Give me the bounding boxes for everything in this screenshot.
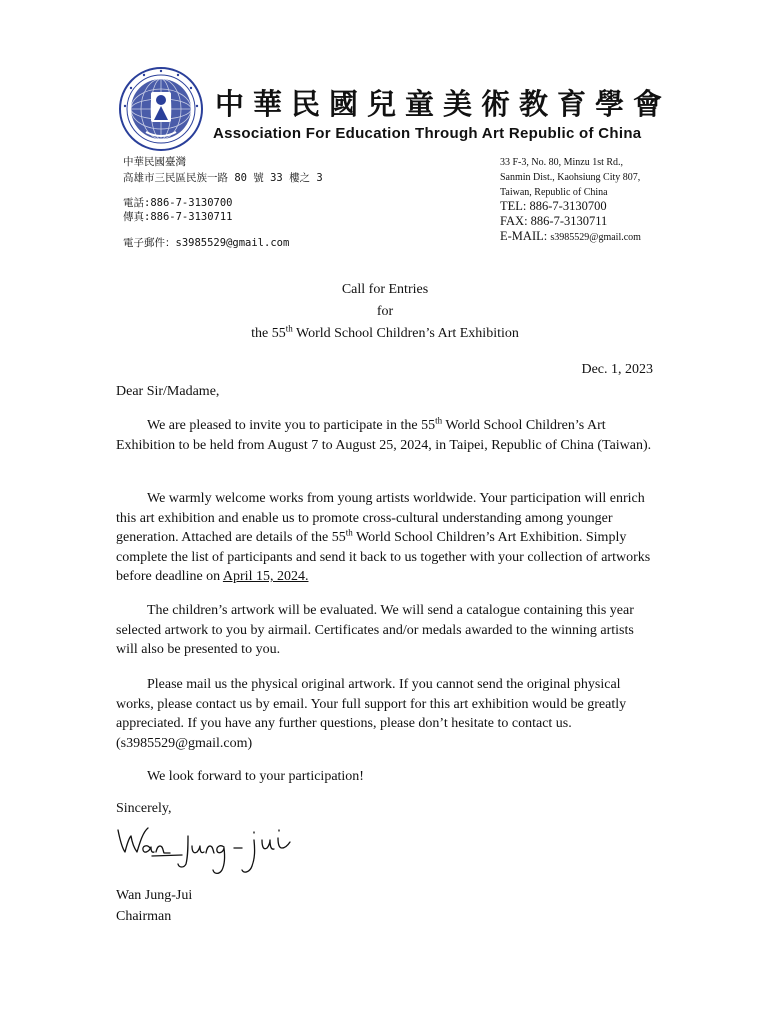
title-line3-post: World School Children’s Art Exhibition bbox=[292, 326, 519, 341]
organization-name-english: Association For Education Through Art Republic of China bbox=[213, 125, 642, 142]
email-label: E-MAIL: bbox=[500, 229, 551, 243]
paragraph-1-sup: th bbox=[435, 415, 443, 426]
address-en-line3: Taiwan, Republic of China bbox=[500, 187, 608, 198]
fax-en: FAX: 886-7-3130711 bbox=[500, 214, 608, 228]
paragraph-3-text: The children’s artwork will be evaluated. We will send a catalogue containing this year selected artwork to you by airmail. Certificates and/or medals awarded to the winning artists will also be presented to you. bbox=[116, 603, 634, 657]
address-zh-line1: 中華民國臺灣 bbox=[123, 156, 186, 168]
paragraph-4 bbox=[116, 675, 656, 753]
paragraph-5 bbox=[116, 767, 656, 787]
email-zh: 電子郵件：s3985529@gmail.com bbox=[123, 237, 290, 249]
title-line2: for bbox=[376, 304, 394, 319]
title-line3 bbox=[0, 323, 770, 342]
paragraph-1-post: World School Children’s Art Exhibition to be held from August 7 to August 25, 2024, in Taipei, Republic of China (Taiwan). bbox=[116, 418, 652, 453]
letter-date: Dec. 1, 2023 bbox=[581, 362, 653, 377]
salutation: Dear Sir/Madame, bbox=[116, 384, 220, 399]
tel-en: TEL: 886-7-3130700 bbox=[500, 199, 607, 213]
fax-zh: 傳真:886-7-3130711 bbox=[123, 211, 233, 223]
title-line1: Call for Entries bbox=[341, 282, 429, 297]
deadline-date: April 15, 2024. bbox=[222, 569, 309, 584]
paragraph-4-text: Please mail us the physical original artwork. If you cannot send the original physical works, please contact us by email. Your full support for this art exhibition would be greatly appreciated. If you have any further questions, please don’t hesitate to contact us. (s3985529@gmail.com) bbox=[116, 677, 627, 751]
organization-seal-logo bbox=[118, 66, 204, 152]
email-value: s3985529@gmail.com bbox=[550, 232, 641, 243]
paragraph-2-pre: We warmly welcome works from young artists worldwide. Your participation will enrich this art exhibition and enable us to promote cross-cultural understanding among younger generation. Attached are details of the 55 bbox=[116, 491, 645, 545]
address-en-line1: 33 F-3, No. 80, Minzu 1st Rd., bbox=[500, 157, 624, 168]
paragraph-2-mid: World School Children’s Art Exhibition. Simply complete the list of participants and send it back to us together with your collection of artworks before deadline on bbox=[116, 530, 651, 584]
paragraph-2 bbox=[116, 489, 656, 587]
paragraph-2-sup: th bbox=[345, 527, 353, 538]
signer-name: Wan Jung-Jui bbox=[116, 888, 193, 903]
title-line3-pre: the 55 bbox=[251, 326, 286, 341]
email-en bbox=[500, 229, 641, 244]
address-zh-line2: 高雄市三民區民族一路 80 號 33 樓之 3 bbox=[123, 172, 323, 184]
paragraph-5-text: We look forward to your participation! bbox=[147, 769, 364, 784]
tel-zh: 電話:886-7-3130700 bbox=[123, 197, 233, 209]
address-en-line2: Sanmin Dist., Kaohsiung City 807, bbox=[500, 172, 641, 183]
organization-name-chinese: 中華民國兒童美術教育學會 bbox=[215, 87, 672, 121]
paragraph-1-pre: We are pleased to invite you to participate in the 55 bbox=[147, 418, 436, 433]
paragraph-3 bbox=[116, 601, 656, 660]
closing: Sincerely, bbox=[116, 801, 172, 816]
signer-title: Chairman bbox=[116, 909, 172, 924]
paragraph-1 bbox=[116, 416, 656, 455]
title-line3-sup: th bbox=[285, 323, 293, 334]
handwritten-signature bbox=[112, 818, 312, 880]
